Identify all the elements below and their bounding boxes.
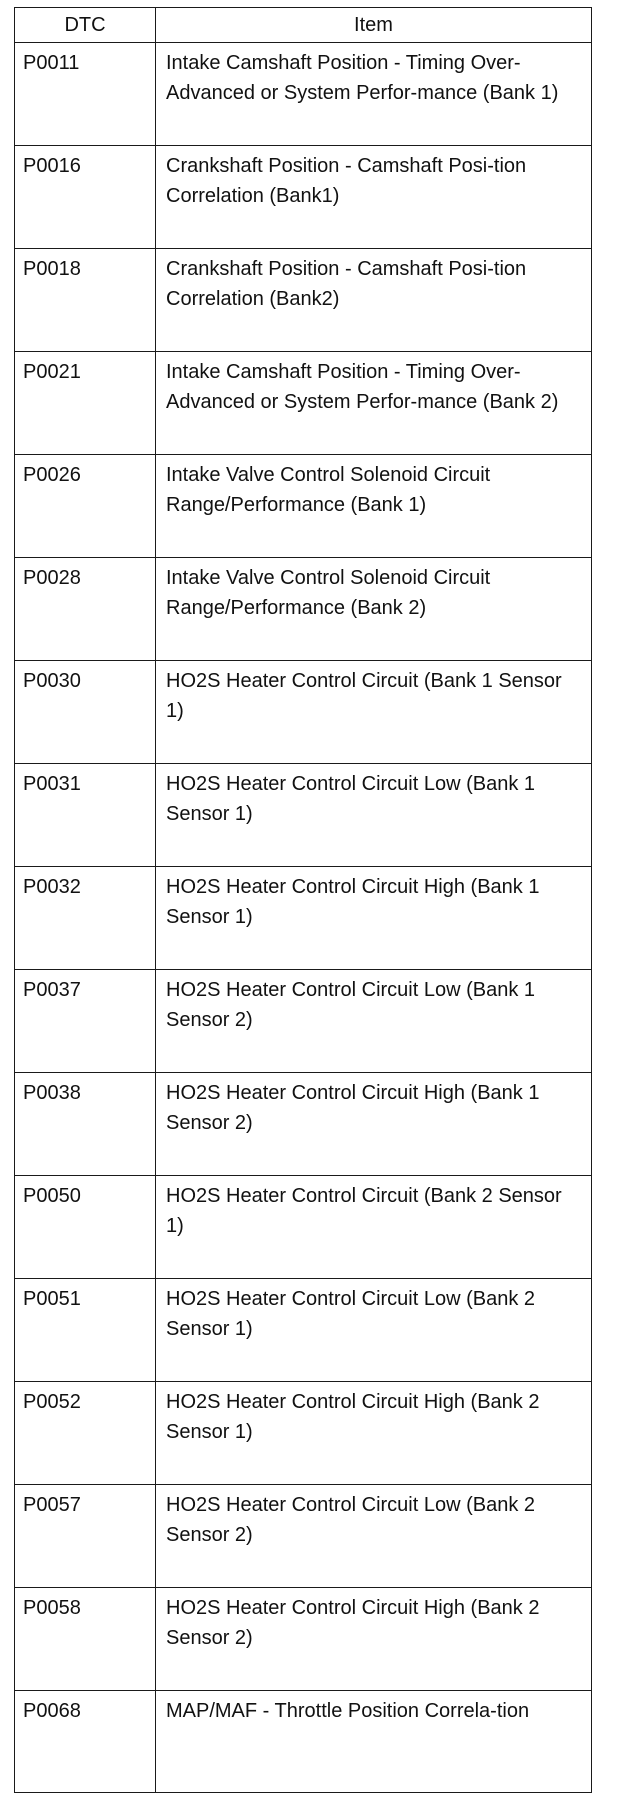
item-description-cell: Intake Valve Control Solenoid Circuit Range/Performance (Bank 2): [156, 558, 592, 661]
item-description-cell: HO2S Heater Control Circuit (Bank 2 Sensor 1): [156, 1176, 592, 1279]
table-row: [15, 1691, 592, 1793]
table-body: [15, 43, 592, 1793]
item-description-cell: HO2S Heater Control Circuit (Bank 1 Sensor 1): [156, 661, 592, 764]
item-description-cell: MAP/MAF - Throttle Position Correla-tion: [156, 1691, 592, 1793]
dtc-table: [14, 7, 592, 1793]
item-description-cell: Intake Camshaft Position - Timing Over-Advanced or System Perfor-mance (Bank 1): [156, 43, 592, 146]
table-row: [15, 970, 592, 1073]
item-description-cell: HO2S Heater Control Circuit High (Bank 2 Sensor 2): [156, 1588, 592, 1691]
dtc-code-cell: P0052: [15, 1382, 156, 1485]
item-description-cell: HO2S Heater Control Circuit Low (Bank 1 Sensor 2): [156, 970, 592, 1073]
dtc-code-cell: P0030: [15, 661, 156, 764]
table-row: [15, 558, 592, 661]
dtc-column-header: DTC: [15, 8, 156, 43]
dtc-code-cell: P0050: [15, 1176, 156, 1279]
item-description-cell: Intake Camshaft Position - Timing Over-Advanced or System Perfor-mance (Bank 2): [156, 352, 592, 455]
table-row: [15, 764, 592, 867]
dtc-code-cell: P0018: [15, 249, 156, 352]
table-row: [15, 1588, 592, 1691]
item-description-cell: Intake Valve Control Solenoid Circuit Range/Performance (Bank 1): [156, 455, 592, 558]
item-description-cell: HO2S Heater Control Circuit Low (Bank 2 Sensor 2): [156, 1485, 592, 1588]
item-description-cell: HO2S Heater Control Circuit Low (Bank 1 Sensor 1): [156, 764, 592, 867]
dtc-code-cell: P0021: [15, 352, 156, 455]
dtc-code-cell: P0032: [15, 867, 156, 970]
table-row: [15, 146, 592, 249]
table-row: [15, 455, 592, 558]
dtc-code-cell: P0037: [15, 970, 156, 1073]
dtc-code-cell: P0038: [15, 1073, 156, 1176]
table-row: [15, 1279, 592, 1382]
item-description-cell: HO2S Heater Control Circuit High (Bank 1 Sensor 1): [156, 867, 592, 970]
dtc-code-cell: P0068: [15, 1691, 156, 1793]
dtc-code-cell: P0011: [15, 43, 156, 146]
item-description-cell: HO2S Heater Control Circuit Low (Bank 2 Sensor 1): [156, 1279, 592, 1382]
table-row: [15, 1073, 592, 1176]
table-row: [15, 1485, 592, 1588]
dtc-code-cell: P0051: [15, 1279, 156, 1382]
table-row: [15, 661, 592, 764]
header-row: [15, 8, 592, 43]
table-row: [15, 867, 592, 970]
item-description-cell: HO2S Heater Control Circuit High (Bank 2 Sensor 1): [156, 1382, 592, 1485]
item-description-cell: Crankshaft Position - Camshaft Posi-tion Correlation (Bank2): [156, 249, 592, 352]
item-description-cell: Crankshaft Position - Camshaft Posi-tion Correlation (Bank1): [156, 146, 592, 249]
item-column-header: Item: [156, 8, 592, 43]
dtc-code-cell: P0026: [15, 455, 156, 558]
table-row: [15, 1176, 592, 1279]
dtc-code-cell: P0058: [15, 1588, 156, 1691]
dtc-code-cell: P0016: [15, 146, 156, 249]
dtc-code-cell: P0031: [15, 764, 156, 867]
table-row: [15, 352, 592, 455]
dtc-code-cell: P0057: [15, 1485, 156, 1588]
table-row: [15, 1382, 592, 1485]
item-description-cell: HO2S Heater Control Circuit High (Bank 1 Sensor 2): [156, 1073, 592, 1176]
table-header: [15, 8, 592, 43]
table-row: [15, 43, 592, 146]
table-row: [15, 249, 592, 352]
dtc-code-cell: P0028: [15, 558, 156, 661]
